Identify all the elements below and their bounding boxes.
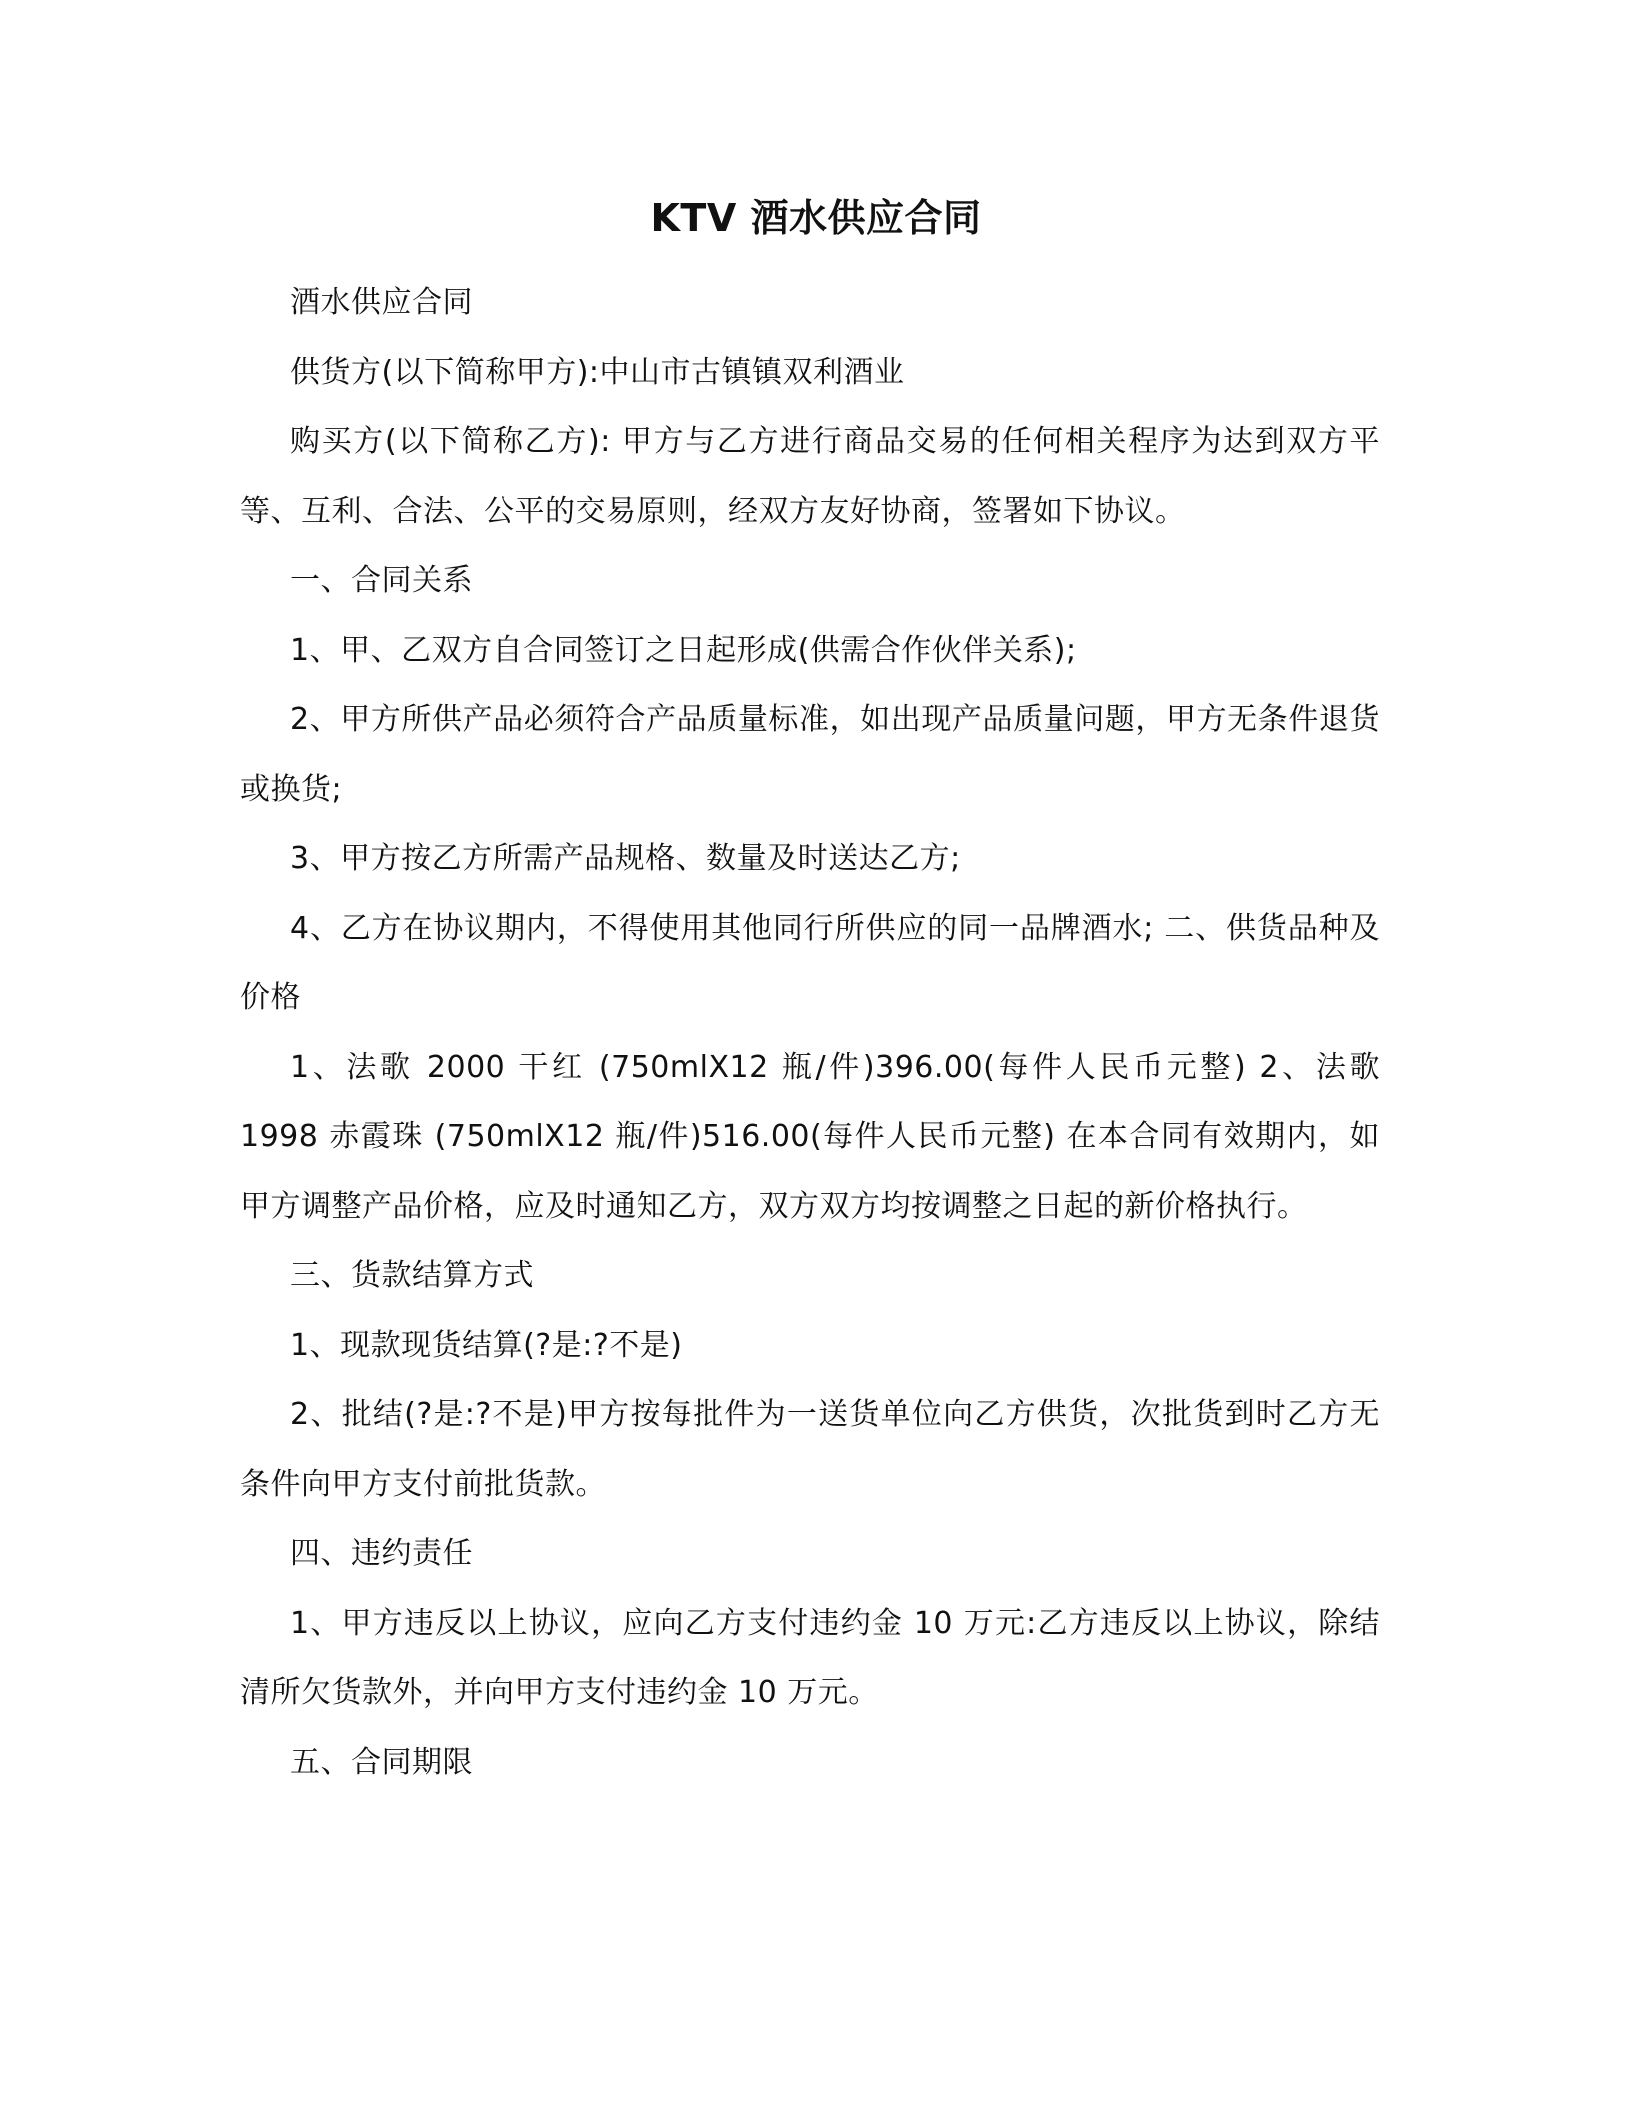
paragraph-clause: 1、现款现货结算(?是:?不是) bbox=[290, 1327, 683, 1363]
paragraph-supplier: 供货方(以下简称甲方):中山市古镇镇双利酒业 bbox=[290, 354, 905, 390]
section-heading-liability: 四、违约责任 bbox=[290, 1536, 473, 1571]
paragraph-clause: 4、乙方在协议期内，不得使用其他同行所供应的同一品牌酒水; 二、供货品种及价格 bbox=[240, 910, 1380, 1015]
document-body bbox=[240, 268, 1380, 1797]
paragraph-clause: 3、甲方按乙方所需产品规格、数量及时送达乙方; bbox=[290, 841, 961, 876]
section-heading-term: 五、合同期限 bbox=[290, 1744, 473, 1780]
document-title: KTV 酒水供应合同 bbox=[650, 196, 982, 240]
paragraph-clause: 2、批结(?是:?不是)甲方按每批件为一送货单位向乙方供货，次批货到时乙方无条件向甲方支付前批货款。 bbox=[240, 1397, 1380, 1502]
paragraph-clause: 1、甲、乙双方自合同签订之日起形成(供需合作伙伴关系); bbox=[290, 632, 1077, 668]
section-heading-relationship: 一、合同关系 bbox=[290, 563, 473, 598]
paragraph-clause: 2、甲方所供产品必须符合产品质量标准，如出现产品质量问题，甲方无条件退货或换货; bbox=[240, 702, 1380, 807]
section-heading-payment: 三、货款结算方式 bbox=[290, 1258, 534, 1293]
paragraph-clause: 1、甲方违反以上协议，应向乙方支付违约金 10 万元:乙方违反以上协议，除结清所欠货款外，并向甲方支付违约金 10 万元。 bbox=[240, 1605, 1380, 1710]
paragraph-buyer: 购买方(以下简称乙方): 甲方与乙方进行商品交易的任何相关程序为达到双方平等、互利、合法、公平的交易原则，经双方友好协商，签署如下协议。 bbox=[240, 424, 1380, 529]
paragraph-clause-pricing: 1、法歌 2000 干红 (750mlX12 瓶/件)396.00(每件人民币元整) 2、法歌 1998 赤霞珠 (750mlX12 瓶/件)516.00(每件人民币元整) 在本合同有效期内，如甲方调整产品价格，应及时通知乙方，双方双方均按调整之日起的新价格执行。 bbox=[240, 1049, 1380, 1224]
paragraph-contract-name: 酒水供应合同 bbox=[290, 285, 473, 320]
